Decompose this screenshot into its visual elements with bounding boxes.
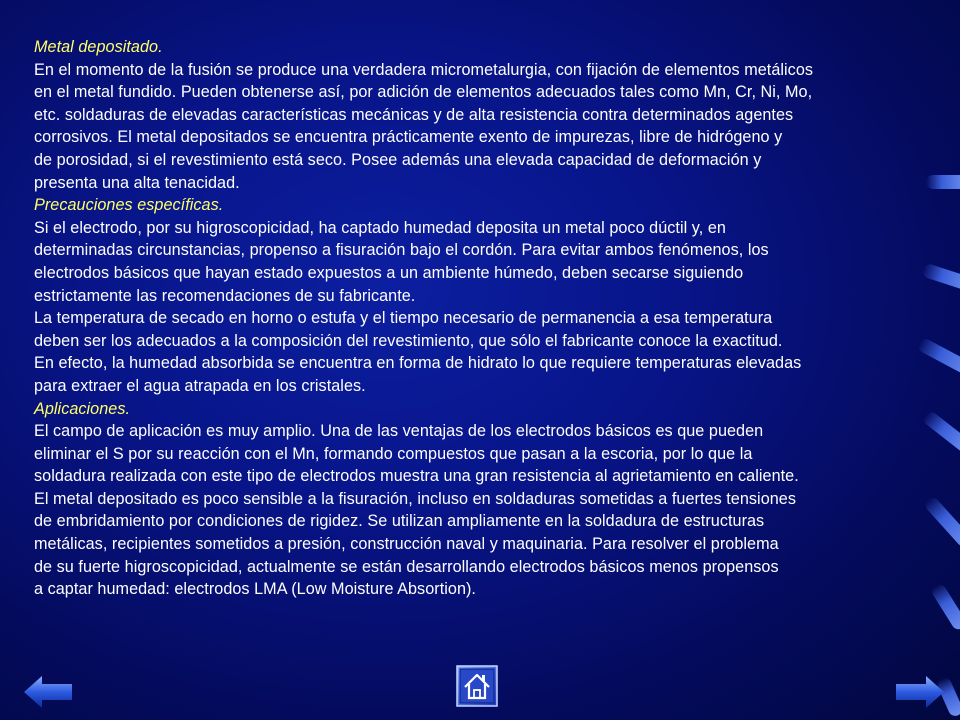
home-icon	[456, 665, 498, 707]
section-heading: Precauciones específicas.	[34, 196, 224, 215]
body-line: En el momento de la fusión se produce una verdadera micrometalurgia, con fijación de elementos metálicos	[34, 60, 814, 79]
right-arrow-icon	[896, 674, 944, 710]
body-line: El metal depositado es poco sensible a la fisuración, incluso en soldaduras sometidas a fuertes tensiones	[34, 489, 797, 508]
body-line: electrodos básicos que hayan estado expuestos a un ambiente húmedo, deben secarse siguiendo	[34, 263, 744, 282]
stripe	[930, 582, 960, 632]
body-line: deben ser los adecuados a la composición del revestimiento, que sólo el fabricante conoce la exactitud.	[34, 331, 783, 350]
body-line: estrictamente las recomendaciones de su fabricante.	[34, 286, 416, 305]
body-line: eliminar el S por su reacción con el Mn, formando compuestos que pasan a la escoria, por lo que la	[34, 444, 753, 463]
body-line: a captar humedad: electrodos LMA (Low Moisture Absortion).	[34, 580, 476, 599]
body-line: de embridamiento por condiciones de rigidez. Se utilizan ampliamente en la soldadura de estructuras	[34, 512, 765, 531]
section-heading: Aplicaciones.	[34, 399, 131, 418]
left-arrow-icon	[24, 674, 72, 710]
body-line: presenta una alta tenacidad.	[34, 173, 240, 192]
section-precauciones	[34, 194, 934, 397]
body-line: determinadas circunstancias, propenso a fisuración bajo el cordón. Para evitar ambos fenómenos, los	[34, 241, 769, 260]
body-line: de porosidad, si el revestimiento está seco. Posee además una elevada capacidad de deformación y	[34, 150, 762, 169]
section-aplicaciones	[34, 398, 934, 601]
body-line: En efecto, la humedad absorbida se encuentra en forma de hidrato lo que requiere temperaturas elevadas	[34, 354, 802, 373]
body-line: para extraer el agua atrapada en los cristales.	[34, 376, 366, 395]
body-line: El campo de aplicación es muy amplio. Una de las ventajas de los electrodos básicos es que pueden	[34, 422, 764, 441]
body-line: soldadura realizada con este tipo de electrodos muestra una gran resistencia al agrietamiento en caliente.	[34, 467, 799, 486]
body-line: Si el electrodo, por su higroscopicidad, ha captado humedad deposita un metal poco dúctil y, en	[34, 218, 726, 237]
section-heading: Metal depositado.	[34, 38, 163, 56]
next-button[interactable]	[896, 674, 944, 710]
body-line: corrosivos. El metal depositados se encuentra prácticamente exento de impurezas, libre de hidrógeno y	[34, 128, 783, 147]
home-button[interactable]	[456, 665, 498, 707]
section-metal-depositado	[34, 36, 934, 194]
prev-button[interactable]	[24, 674, 72, 710]
body-line: metálicas, recipientes sometidos a presión, construcción naval y maquinaria. Para resolver el problema	[34, 535, 779, 554]
body-line: etc. soldaduras de elevadas características mecánicas y de alta resistencia contra determinados agentes	[34, 105, 794, 124]
body-line: en el metal fundido. Pueden obtenerse así, por adición de elementos adecuados tales como Mn, Cr, Ni, Mo,	[34, 83, 813, 102]
body-line: La temperatura de secado en horno o estufa y el tiempo necesario de permanencia a esa temperatura	[34, 309, 773, 328]
body-line: de su fuerte higroscopicidad, actualmente se están desarrollando electrodos básicos menos propensos	[34, 557, 779, 576]
slide-content	[34, 36, 934, 601]
